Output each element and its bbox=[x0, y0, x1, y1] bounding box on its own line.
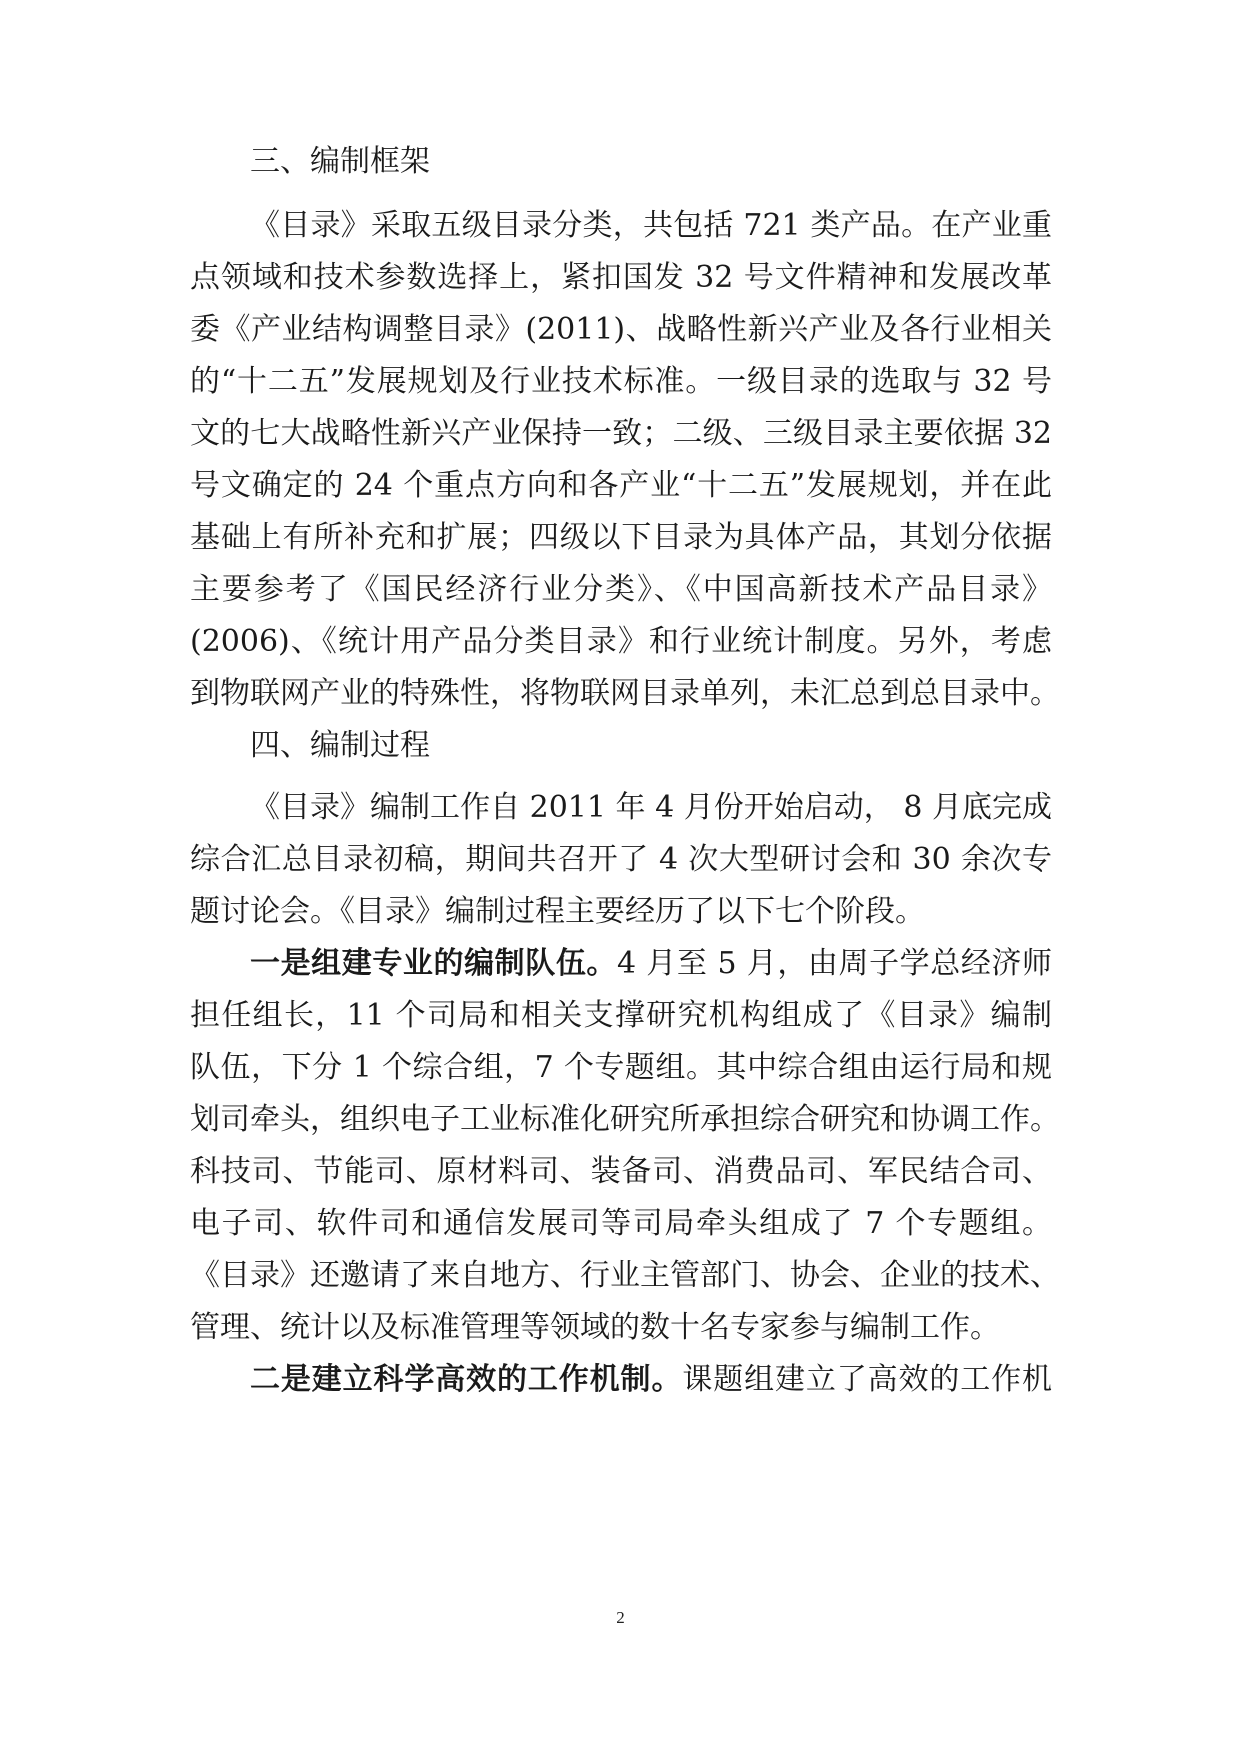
stage2-lead: 二是建立科学高效的工作机制。 bbox=[250, 1362, 683, 1397]
paragraph-line: 基础上有所补充和扩展；四级以下目录为具体产品，其划分依据 bbox=[190, 520, 1052, 555]
section-heading-process: 四、编制过程 bbox=[250, 728, 430, 763]
paragraph-line: 的“十二五”发展规划及行业技术标准。一级目录的选取与 32 号 bbox=[190, 364, 1052, 399]
paragraph-line: 委《产业结构调整目录》(2011)、战略性新兴产业及各行业相关 bbox=[190, 312, 1052, 347]
paragraph-line-stage1 bbox=[250, 944, 1052, 984]
paragraph-line: 点领域和技术参数选择上，紧扣国发 32 号文件精神和发展改革 bbox=[190, 260, 1052, 295]
document-page bbox=[190, 0, 1060, 1754]
paragraph-line: 主要参考了《国民经济行业分类》、《中国高新技术产品目录》 bbox=[190, 572, 1052, 607]
paragraph-line: 队伍，下分 1 个综合组，7 个专题组。其中综合组由运行局和规 bbox=[190, 1050, 1052, 1085]
paragraph-line: 到物联网产业的特殊性，将物联网目录单列，未汇总到总目录中。 bbox=[190, 676, 1060, 711]
paragraph-line-stage2 bbox=[250, 1360, 1052, 1400]
stage1-text: 4 月至 5 月，由周子学总经济师 bbox=[617, 946, 1052, 981]
paragraph-line: (2006)、《统计用产品分类目录》和行业统计制度。另外，考虑 bbox=[190, 624, 1052, 659]
paragraph-line: 《目录》编制工作自 2011 年 4 月份开始启动， 8 月底完成 bbox=[250, 790, 1052, 825]
stage1-lead: 一是组建专业的编制队伍。 bbox=[250, 946, 618, 981]
paragraph-line: 管理、统计以及标准管理等领域的数十名专家参与编制工作。 bbox=[190, 1310, 1000, 1345]
stage2-text: 课题组建立了高效的工作机 bbox=[682, 1362, 1053, 1397]
paragraph-line: 《目录》还邀请了来自地方、行业主管部门、协会、企业的技术、 bbox=[190, 1258, 1060, 1293]
section-heading-framework: 三、编制框架 bbox=[250, 144, 430, 179]
paragraph-line: 文的七大战略性新兴产业保持一致；二级、三级目录主要依据 32 bbox=[190, 416, 1052, 451]
paragraph-line: 划司牵头，组织电子工业标准化研究所承担综合研究和协调工作。 bbox=[190, 1102, 1060, 1137]
paragraph-line: 电子司、软件司和通信发展司等司局牵头组成了 7 个专题组。 bbox=[190, 1206, 1052, 1241]
page-number: 2 bbox=[616, 1608, 625, 1627]
paragraph-line: 号文确定的 24 个重点方向和各产业“十二五”发展规划，并在此 bbox=[190, 468, 1052, 503]
paragraph-line: 担任组长，11 个司局和相关支撑研究机构组成了《目录》编制 bbox=[190, 998, 1052, 1033]
paragraph-line: 题讨论会。《目录》编制过程主要经历了以下七个阶段。 bbox=[190, 894, 925, 929]
paragraph-line: 综合汇总目录初稿，期间共召开了 4 次大型研讨会和 30 余次专 bbox=[190, 842, 1052, 877]
paragraph-line: 《目录》采取五级目录分类，共包括 721 类产品。在产业重 bbox=[250, 208, 1052, 243]
paragraph-line: 科技司、节能司、原材料司、装备司、消费品司、军民结合司、 bbox=[190, 1154, 1052, 1189]
